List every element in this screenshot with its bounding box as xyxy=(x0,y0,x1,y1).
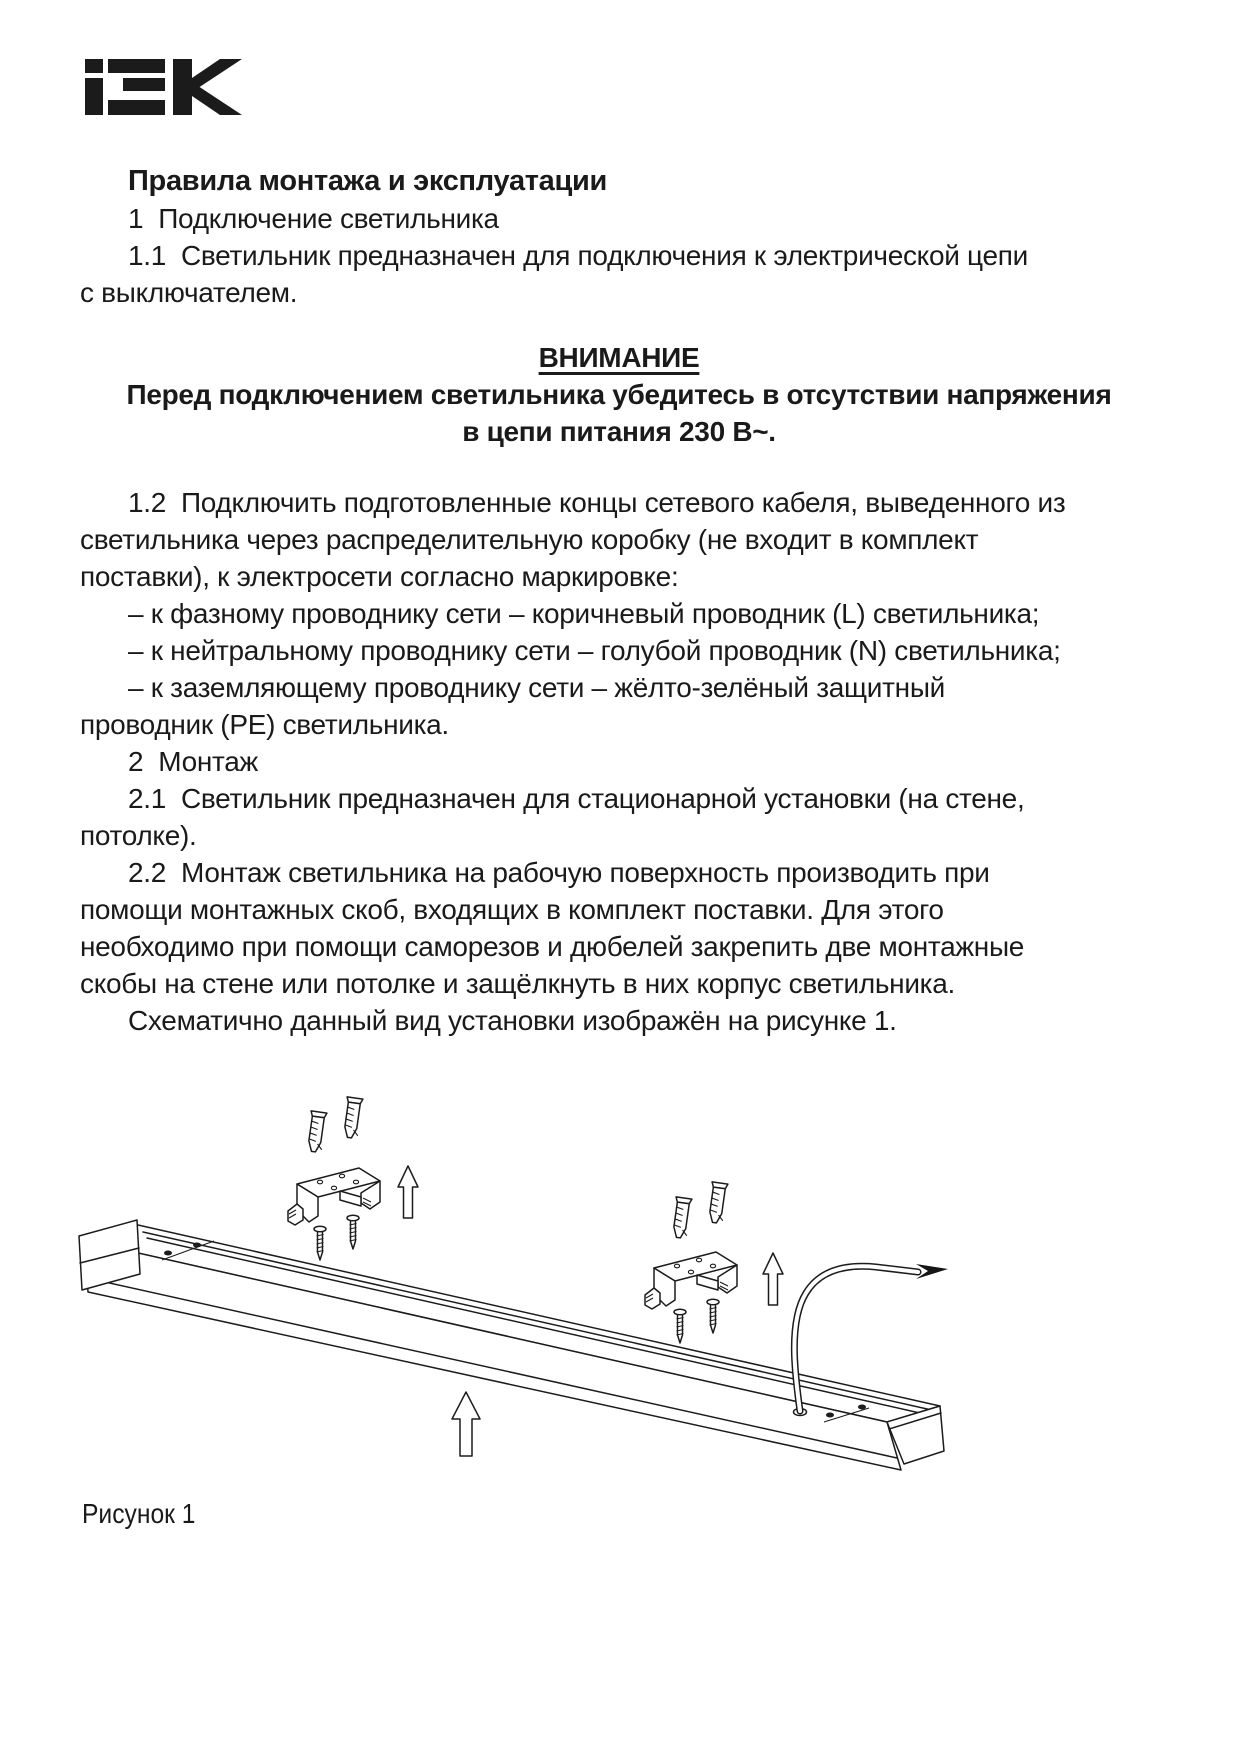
screw xyxy=(347,1215,359,1249)
iek-logo xyxy=(85,58,245,118)
text-line: ВНИМАНИЕ xyxy=(538,342,700,373)
text-line: Правила монтажа и эксплуатации xyxy=(128,165,608,197)
screw xyxy=(314,1226,326,1260)
up-arrow-icon xyxy=(398,1166,418,1218)
figure-1-drawing xyxy=(0,1060,1239,1500)
wall-plug xyxy=(306,1111,327,1153)
text-line: – к нейтральному проводнику сети – голубой проводник (N) светильника; xyxy=(128,635,1061,666)
mounting-bracket xyxy=(645,1252,737,1309)
text-line: светильника через распределительную коробку (не входит в комплект xyxy=(80,524,979,555)
text-line: 1.2 Подключить подготовленные концы сетевого кабеля, выведенного из xyxy=(128,487,1066,518)
logo-e-bottom-bar xyxy=(108,100,165,115)
luminaire-body xyxy=(79,1220,944,1470)
text-line: проводник (PE) светильника. xyxy=(80,709,449,740)
text-line: потолке). xyxy=(80,820,197,851)
up-arrow-icon-large xyxy=(452,1392,480,1456)
mounting-group-right xyxy=(645,1182,783,1343)
text-line: Перед подключением светильника убедитесь в отсутствии напряжения xyxy=(126,379,1112,410)
text-line: Схематично данный вид установки изображён на рисунке 1. xyxy=(128,1005,897,1036)
text-line: помощи монтажных скоб, входящих в комплект поставки. Для этого xyxy=(80,894,944,925)
logo-e-mid-bar xyxy=(123,78,165,91)
up-arrow-icon xyxy=(763,1253,783,1305)
text-line: с выключателем. xyxy=(80,277,298,308)
text-line: поставки), к электросети согласно маркировке: xyxy=(80,561,679,592)
text-line: 2.2 Монтаж светильника на рабочую поверхность производить при xyxy=(128,857,990,888)
logo-e-top-bar xyxy=(108,59,165,73)
text-line: 1 Подключение светильника xyxy=(128,203,499,234)
iek-logo-graphic xyxy=(85,58,245,118)
text-line: необходимо при помощи саморезов и дюбелей закрепить две монтажные xyxy=(80,931,1025,962)
mounting-group-left xyxy=(288,1097,418,1260)
figure-caption: Рисунок 1 xyxy=(82,1498,196,1529)
wall-plug xyxy=(671,1197,692,1239)
text-block xyxy=(80,163,1158,1039)
text-line: 2 Монтаж xyxy=(128,746,258,777)
logo-k-stem xyxy=(173,59,192,115)
wall-plug xyxy=(342,1097,363,1139)
text-line: – к фазному проводнику сети – коричневый проводник (L) светильника; xyxy=(128,598,1040,629)
screw xyxy=(674,1309,686,1343)
mounting-bracket xyxy=(288,1168,380,1225)
wall-plug xyxy=(707,1182,728,1224)
logo-i-dot xyxy=(85,59,103,73)
text-line: 2.1 Светильник предназначен для стационарной установки (на стене, xyxy=(128,783,1025,814)
text-line: скобы на стене или потолке и защёлкнуть в них корпус светильника. xyxy=(80,968,955,999)
text-line: в цепи питания 230 В~. xyxy=(462,416,776,447)
logo-i-stem xyxy=(85,78,103,115)
text-line: – к заземляющему проводнику сети – жёлто-зелёный защитный xyxy=(128,672,945,703)
screw xyxy=(707,1299,719,1333)
text-line: 1.1 Светильник предназначен для подключения к электрической цепи xyxy=(128,240,1028,271)
